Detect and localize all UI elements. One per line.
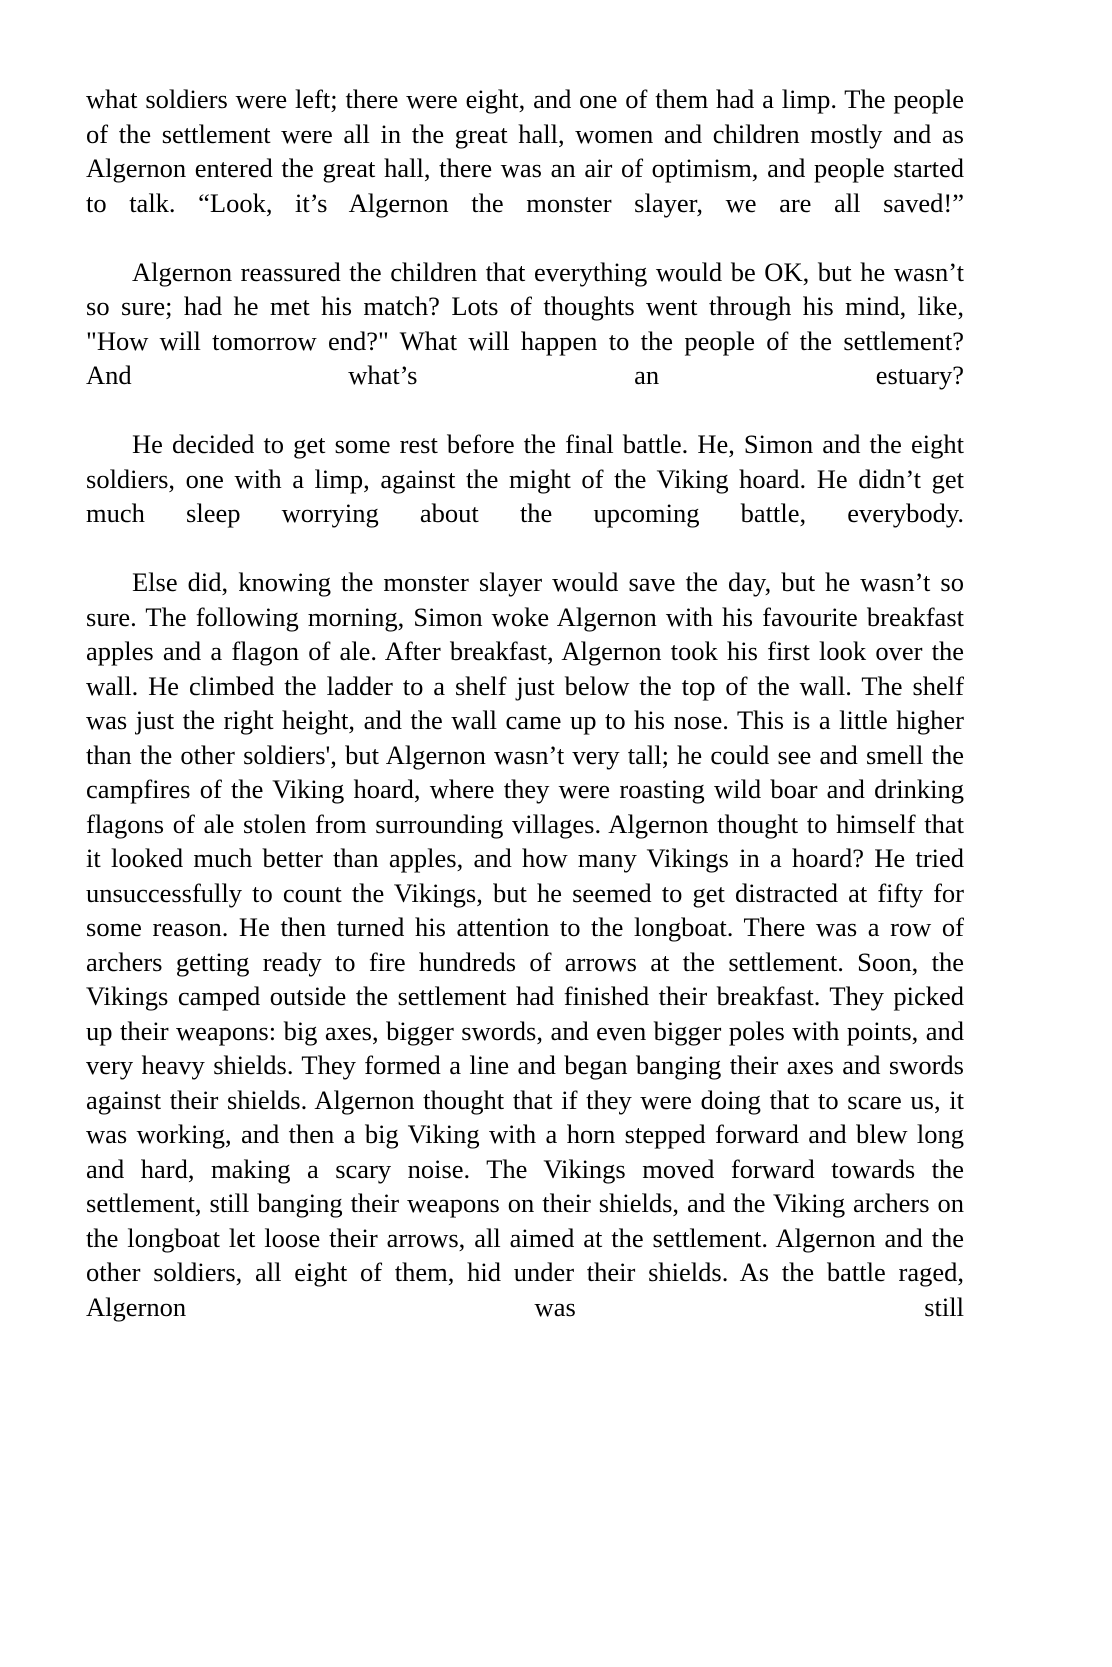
paragraph-3: He decided to get some rest before the final battle. He, Simon and the eight soldiers, one with a limp, against the might of the Viking hoard. He didn’t get much sleep worrying about the upcoming battle, everybody. bbox=[86, 429, 964, 528]
paragraph-4: Else did, knowing the monster slayer would save the day, but he wasn’t so sure. The following morning, Simon woke Algernon with his favourite breakfast apples and a flagon of ale. After breakfast, Algernon took his first look over the wall. He climbed the ladder to a shelf just below the top of the wall. The shelf was just the right height, and the wall came up to his nose. This is a little higher than the other soldiers', but Algernon wasn’t very tall; he could see and smell the campfires of the Viking hoard, where they were roasting wild boar and drinking flagons of ale stolen from surrounding villages. Algernon thought to himself that it looked much better than apples, and how many Vikings in a hoard? He tried unsuccessfully to count the Vikings, but he seemed to get distracted at fifty for some reason. He then turned his attention to the longboat. There was a row of archers getting ready to fire hundreds of arrows at the settlement. Soon, the Vikings camped outside the settlement had finished their breakfast. They picked up their weapons: big axes, bigger swords, and even bigger poles with points, and very heavy shields. They formed a line and began banging their axes and swords against their shields. Algernon thought that if they were doing that to scare us, it was working, and then a big Viking with a horn stepped forward and blew long and hard, making a scary noise. The Vikings moved forward towards the settlement, still banging their weapons on their shields, and the Viking archers on the longboat let loose their arrows, all aimed at the settlement. Algernon and the other soldiers, all eight of them, hid under their shields. As the battle raged, Algernon was still bbox=[86, 567, 964, 1322]
body-text-column bbox=[86, 82, 964, 1359]
paragraph-1: what soldiers were left; there were eight, and one of them had a limp. The people of the settlement were all in the great hall, women and children mostly and as Algernon entered the great hall, there was an air of optimism, and people started to talk. “Look, it’s Algernon the monster slayer, we are all saved!” bbox=[86, 84, 964, 218]
paragraph-2: Algernon reassured the children that everything would be OK, but he wasn’t so sure; had he met his match? Lots of thoughts went through his mind, like, "How will tomorrow end?" What will happen to the people of the settlement? And what’s an estuary? bbox=[86, 256, 964, 390]
